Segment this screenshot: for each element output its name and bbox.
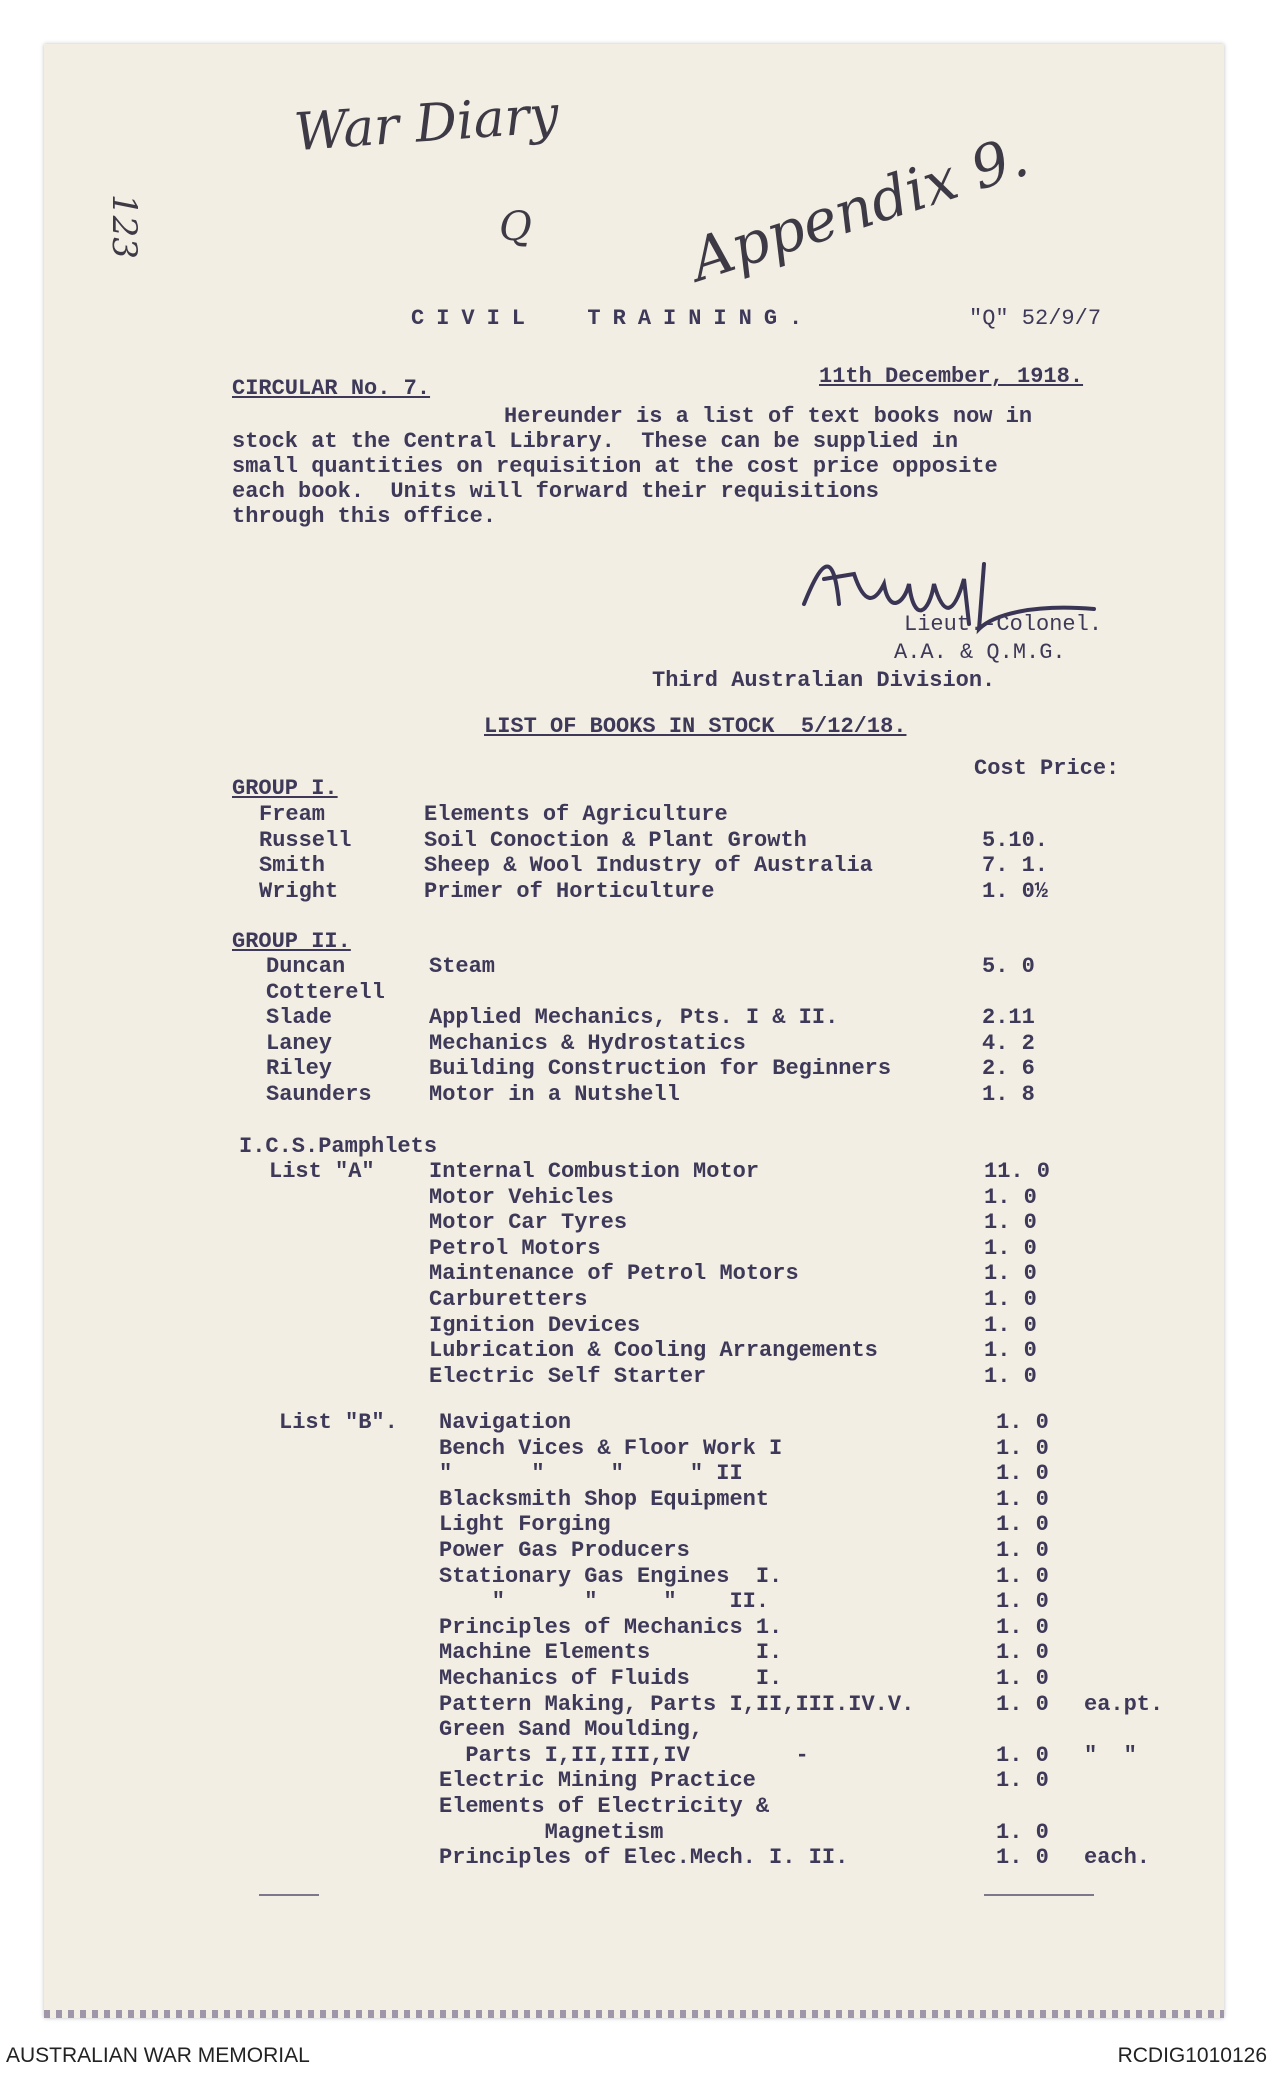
list-b-label: List "B". <box>279 1410 398 1435</box>
row-price: 7. 1. <box>982 853 1049 879</box>
table-row <box>44 802 1224 827</box>
handwritten-folio: 123 <box>104 194 144 259</box>
row-title: Magnetism <box>439 1819 664 1845</box>
row-price: 5.10. <box>982 827 1049 853</box>
handwritten-appendix: Appendix 9. <box>682 121 1036 295</box>
row-title: Stationary Gas Engines I. <box>439 1563 783 1589</box>
row-author: Smith <box>259 853 326 879</box>
bottom-marks-right <box>984 1894 1094 1896</box>
table-row <box>44 1210 1224 1235</box>
circular-number: CIRCULAR No. 7. <box>232 376 431 401</box>
row-price: 1. 8 <box>982 1082 1035 1107</box>
table-row <box>44 1743 1224 1768</box>
row-title: Light Forging <box>439 1512 611 1538</box>
table-row <box>44 1768 1224 1793</box>
table-row <box>44 1640 1224 1665</box>
footer-left: AUSTRALIAN WAR MEMORIAL <box>6 2044 310 2067</box>
row-title: Navigation <box>439 1410 572 1435</box>
table-row <box>44 1364 1224 1389</box>
row-price: 1. 0 <box>996 1461 1049 1487</box>
table-row <box>44 1287 1224 1312</box>
row-title: Maintenance of Petrol Motors <box>429 1261 799 1287</box>
row-price: 1. 0 <box>996 1845 1049 1871</box>
row-note: ea.pt. <box>1084 1691 1164 1717</box>
row-author: Slade <box>266 1005 333 1031</box>
table-row <box>44 1313 1224 1338</box>
group-1-table <box>44 802 1224 912</box>
table-row <box>44 1410 1224 1435</box>
row-title: Principles of Elec.Mech. I. II. <box>439 1845 849 1871</box>
row-price: 2. 6 <box>982 1056 1035 1082</box>
group-1-label: GROUP I. <box>232 776 338 801</box>
row-price: 11. 0 <box>984 1159 1051 1184</box>
row-price: 1. 0 <box>996 1589 1049 1615</box>
row-price: 1. 0½ <box>982 878 1049 904</box>
row-title: Internal Combustion Motor <box>429 1159 760 1184</box>
row-title: Petrol Motors <box>429 1235 601 1261</box>
row-title: Elements of Agriculture <box>424 802 728 827</box>
row-price: 1. 0 <box>996 1538 1049 1563</box>
table-row <box>44 1082 1224 1107</box>
circular-date: 11th December, 1918. <box>819 364 1084 389</box>
table-row <box>44 1031 1224 1056</box>
table-row <box>44 1564 1224 1589</box>
row-title: Building Construction for Beginners <box>429 1056 892 1082</box>
row-title: Machine Elements I. <box>439 1640 783 1666</box>
row-title: Sheep & Wool Industry of Australia <box>424 853 873 879</box>
row-author: Saunders <box>266 1082 372 1107</box>
table-row <box>44 1589 1224 1614</box>
document-title: CIVIL TRAINING. <box>411 306 815 331</box>
table-row <box>44 1666 1224 1691</box>
row-title: Pattern Making, Parts I,II,III.IV.V. <box>439 1691 915 1717</box>
row-title: Ignition Devices <box>429 1312 641 1338</box>
table-row <box>44 1794 1224 1819</box>
row-title: Primer of Horticulture <box>424 878 715 904</box>
row-title: Motor in a Nutshell <box>429 1082 680 1107</box>
row-author: Russell <box>259 827 352 853</box>
row-title: Carburetters <box>429 1287 588 1312</box>
list-b-table <box>44 1410 1224 1870</box>
intro-line-1: Hereunder is a list of text books now in <box>504 404 1033 429</box>
group-2-label: GROUP II. <box>232 929 351 954</box>
row-price: 1. 0 <box>996 1666 1049 1691</box>
row-price: 1. 0 <box>996 1563 1049 1589</box>
handwritten-q: Q <box>499 204 532 250</box>
table-row <box>44 1338 1224 1363</box>
group-2-table <box>44 954 1224 1114</box>
row-price: 1. 0 <box>984 1235 1037 1261</box>
row-title: " " " " II <box>439 1461 743 1487</box>
signature-division: Third Australian Division. <box>652 668 996 693</box>
row-author: Fream <box>259 802 326 827</box>
list-a-table <box>44 1159 1224 1399</box>
table-row <box>44 853 1224 878</box>
row-title: Mechanics & Hydrostatics <box>429 1030 746 1056</box>
row-author: Cotterell <box>266 979 385 1005</box>
table-row <box>44 879 1224 904</box>
table-row <box>44 980 1224 1005</box>
intro-line-2: stock at the Central Library. These can be supplied in <box>232 429 959 454</box>
row-title: Electric Mining Practice <box>439 1768 756 1794</box>
row-price: 1. 0 <box>996 1640 1049 1666</box>
row-title: Soil Conoction & Plant Growth <box>424 827 807 853</box>
table-row <box>44 1236 1224 1261</box>
row-price: 1. 0 <box>984 1287 1037 1312</box>
footer-right: RCDIG1010126 <box>1117 2044 1267 2067</box>
row-price: 1. 0 <box>996 1512 1049 1538</box>
paper-edge <box>44 2010 1224 2018</box>
row-price: 1. 0 <box>984 1338 1037 1364</box>
row-author: Riley <box>266 1056 333 1082</box>
row-title: Blacksmith Shop Equipment <box>439 1486 770 1512</box>
table-row <box>44 1692 1224 1717</box>
row-title: Mechanics of Fluids I. <box>439 1666 783 1691</box>
row-author: Laney <box>266 1030 333 1056</box>
list-title: LIST OF BOOKS IN STOCK 5/12/18. <box>484 714 907 739</box>
row-note: " " <box>1084 1742 1137 1768</box>
table-row <box>44 1005 1224 1030</box>
table-row <box>44 1538 1224 1563</box>
row-price: 1. 0 <box>996 1614 1049 1640</box>
row-price: 1. 0 <box>996 1435 1049 1461</box>
row-price: 1. 0 <box>996 1486 1049 1512</box>
pamphlets-label: I.C.S.Pamphlets <box>239 1134 438 1159</box>
row-note: each. <box>1084 1845 1151 1871</box>
table-row <box>44 1261 1224 1286</box>
row-price: 2.11 <box>982 1005 1035 1031</box>
row-price: 1. 0 <box>996 1819 1049 1845</box>
row-price: 1. 0 <box>984 1363 1037 1389</box>
row-title: Power Gas Producers <box>439 1538 690 1563</box>
table-row <box>44 1056 1224 1081</box>
table-row <box>44 1487 1224 1512</box>
table-row <box>44 1512 1224 1537</box>
signature-role: A.A. & Q.M.G. <box>894 640 1066 665</box>
list-a-label: List "A" <box>269 1159 375 1184</box>
table-row <box>44 1436 1224 1461</box>
row-author: Wright <box>259 878 339 904</box>
row-title: Lubrication & Cooling Arrangements <box>429 1338 878 1364</box>
row-price: 1. 0 <box>996 1742 1049 1768</box>
handwritten-war-diary: War Diary <box>292 84 561 164</box>
row-price: 4. 2 <box>982 1030 1035 1056</box>
row-price: 1. 0 <box>984 1261 1037 1287</box>
row-author: Duncan <box>266 954 346 979</box>
table-row <box>44 1159 1224 1184</box>
table-row <box>44 954 1224 979</box>
row-title: Principles of Mechanics 1. <box>439 1614 783 1640</box>
document-page <box>44 44 1224 2018</box>
table-row <box>44 1185 1224 1210</box>
row-title: Parts I,II,III,IV - <box>439 1742 809 1768</box>
row-title: Green Sand Moulding, <box>439 1717 704 1743</box>
table-row <box>44 828 1224 853</box>
intro-line-3: small quantities on requisition at the cost price opposite <box>232 454 998 479</box>
table-row <box>44 1820 1224 1845</box>
table-row <box>44 1615 1224 1640</box>
row-price: 5. 0 <box>982 954 1035 979</box>
row-title: Motor Vehicles <box>429 1184 614 1210</box>
table-row <box>44 1461 1224 1486</box>
row-price: 1. 0 <box>996 1691 1049 1717</box>
reference-number: "Q" 52/9/7 <box>969 306 1102 331</box>
row-price: 1. 0 <box>984 1312 1037 1338</box>
row-title: Electric Self Starter <box>429 1363 707 1389</box>
row-title: " " " II. <box>439 1589 770 1615</box>
row-title: Applied Mechanics, Pts. I & II. <box>429 1005 839 1031</box>
table-row <box>44 1717 1224 1742</box>
row-price: 1. 0 <box>984 1210 1037 1236</box>
signature-rank: Lieut.-Colonel. <box>904 612 1103 637</box>
intro-line-5: through this office. <box>232 504 497 529</box>
cost-price-header: Cost Price: <box>974 756 1120 781</box>
row-price: 1. 0 <box>996 1768 1049 1794</box>
row-title: Elements of Electricity & <box>439 1794 770 1819</box>
row-title: Motor Car Tyres <box>429 1210 628 1236</box>
bottom-marks <box>259 1894 319 1896</box>
intro-line-4: each book. Units will forward their requisitions <box>232 479 879 504</box>
row-title: Bench Vices & Floor Work I <box>439 1435 783 1461</box>
row-title: Steam <box>429 954 496 979</box>
table-row <box>44 1845 1224 1870</box>
row-price: 1. 0 <box>984 1184 1037 1210</box>
row-price: 1. 0 <box>996 1410 1049 1435</box>
